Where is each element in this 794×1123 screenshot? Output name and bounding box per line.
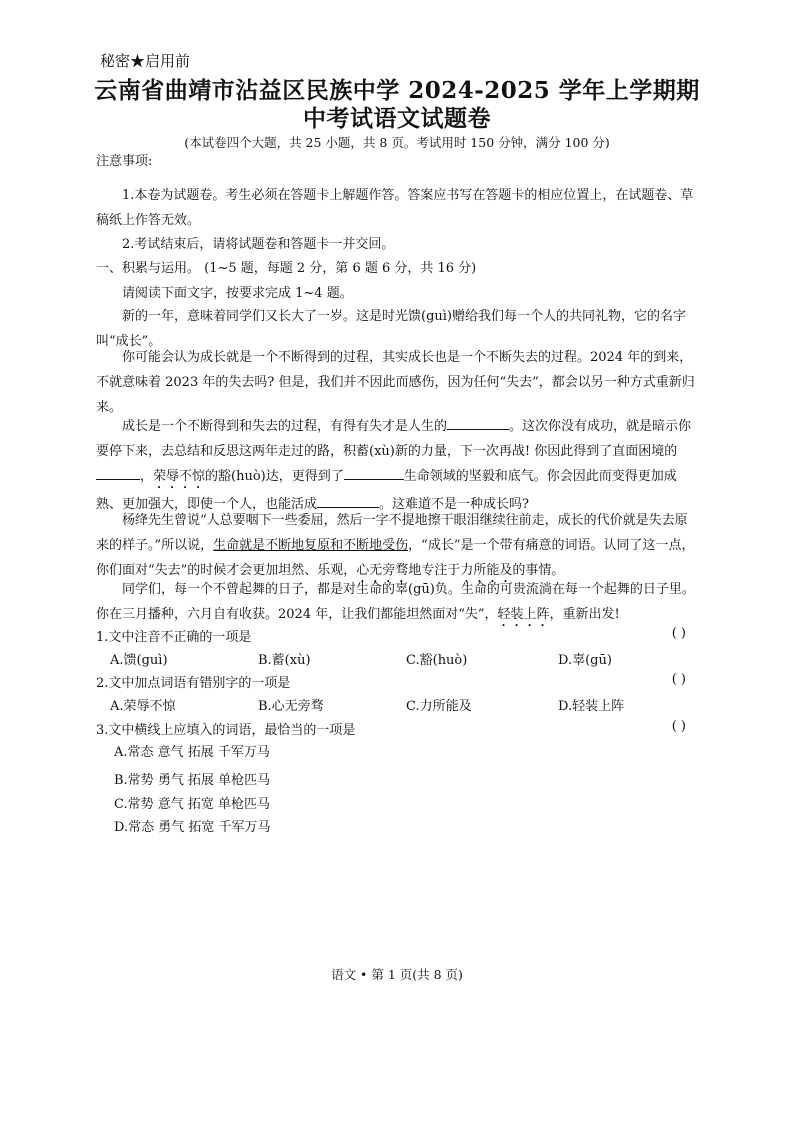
option-a: A.荣辱不惊 [110, 699, 176, 714]
section1-heading: 一、积累与运用。 (1~5 题，每题 2 分，第 6 题 6 分，共 16 分) [96, 261, 477, 276]
passage-paragraph-3: 成长是一个不断得到和失去的过程，有得有失才是人生的 。这次你没有成功，就是暗示你要停下来，去总结和反思这两年走过的路，积蓄(xù)新的力量，下一次再战! 你因此得到了直面困境的，荣辱不惊的豁(huò)达，更得到了 生命领域的坚毅和底气。你会因此而变得更加成熟、更加强大，即使一个人，也能活成 。这难道不是一种成长吗? [96, 414, 698, 517]
answer-parentheses-1: ( ) [671, 626, 686, 641]
passage-paragraph-5: 同学们，每一个不曾起舞的日子，都是对生命的辜(gū)负。生命的可贵流淌在每一个起舞的日子里。你在三月播种，六月自有收获。2024 年，让我们都能坦然面对“失”，轻装上阵，重新出发! [96, 582, 695, 622]
passage-paragraph-1: 新的一年，意味着同学们又长大了一岁。这是时光馈(guì)赠给我们每一个人的共同礼物，它的名字叫“成长”。 [96, 309, 686, 349]
option-b: B.蓄(xù) [258, 653, 311, 668]
underlined-sentence: 生命就是不断地复原和不断地受伤 [213, 538, 409, 553]
answer-parentheses-3: ( ) [671, 719, 686, 734]
option-d: D.轻装上阵 [558, 699, 625, 714]
question-1-stem: 1.文中注音不正确的一项是 [96, 630, 252, 645]
option-d: D.辜(gū) [558, 653, 612, 668]
answer-parentheses-2: ( ) [671, 672, 686, 687]
passage-paragraph-4: 杨绛先生曾说“人总要咽下一些委屈，然后一字不提地擦干眼泪继续往前走，成长的代价就是失去原来的样子。”所以说，生命就是不断地复原和不断地受伤，“成长”是一个带有痛意的词语。认同了这一点，你们面对“失去”的时候才会更加坦然、乐观，心无旁骛地专注于力所能及的事情。 [96, 513, 695, 578]
fill-blank-1 [447, 415, 509, 430]
question-3-option-b: B.常势 勇气 拓展 单枪匹马 [114, 773, 271, 788]
dotted-word-lisuo: 力所能及 [460, 563, 513, 578]
question-2-stem: 2.文中加点词语有错别字的一项是 [96, 676, 291, 691]
option-b: B.心无旁骛 [258, 699, 324, 714]
option-c: C.力所能及 [406, 699, 472, 714]
exam-title-line1: 云南省曲靖市沾益区民族中学 2024-2025 学年上学期期 [94, 77, 700, 104]
dotted-word-qingzhuang: 轻装上阵 [497, 607, 550, 622]
dotted-word-xinwu: 心无旁骛 [356, 563, 409, 578]
question-3 [96, 719, 686, 738]
page-footer: 语文 • 第 1 页(共 8 页) [331, 967, 463, 982]
question-3-stem: 3.文中横线上应填入的词语，最恰当的一项是 [96, 723, 356, 738]
question-3-option-a: A.常态 意气 拓展 千军万马 [114, 745, 270, 760]
section1-instruction: 请阅读下面文字，按要求完成 1~4 题。 [122, 286, 353, 301]
exam-title-line2: 中考试语文试题卷 [303, 105, 491, 132]
passage-paragraph-2: 你可能会认为成长就是一个不断得到的过程，其实成长也是一个不断失去的过程。2024 年的到来，不就意味着 2023 年的失去吗? 但是，我们并不因此而感伤，因为任何“失去”，都会以另一种方式重新归来。 [96, 350, 695, 415]
notice-item-1: 1.本卷为试题卷。考生必须在答题卡上解题作答。答案应书写在答题卡的相应位置上，在试题卷、草稿纸上作答无效。 [96, 188, 694, 228]
notice-heading: 注意事项: [96, 154, 153, 169]
fill-blank-2 [96, 465, 140, 480]
question-2 [96, 672, 686, 691]
notice-item-2: 2.考试结束后，请将试题卷和答题卡一并交回。 [122, 237, 395, 252]
fill-blank-3 [344, 465, 404, 480]
question-1 [96, 626, 686, 645]
exam-info: (本试卷四个大题，共 25 小题，共 8 页。考试用时 150 分钟，满分 100 分) [184, 135, 610, 150]
confidential-mark: 秘密★启用前 [100, 52, 191, 70]
question-3-option-d: D.常态 勇气 拓宽 千军万马 [114, 820, 271, 835]
option-a: A.馈(guì) [110, 653, 168, 668]
question-3-option-c: C.常势 意气 拓宽 单枪匹马 [114, 797, 271, 812]
option-c: C.豁(huò) [406, 653, 468, 668]
fill-blank-4 [317, 493, 379, 508]
dotted-word-rongru: 荣辱不惊 [153, 469, 206, 484]
